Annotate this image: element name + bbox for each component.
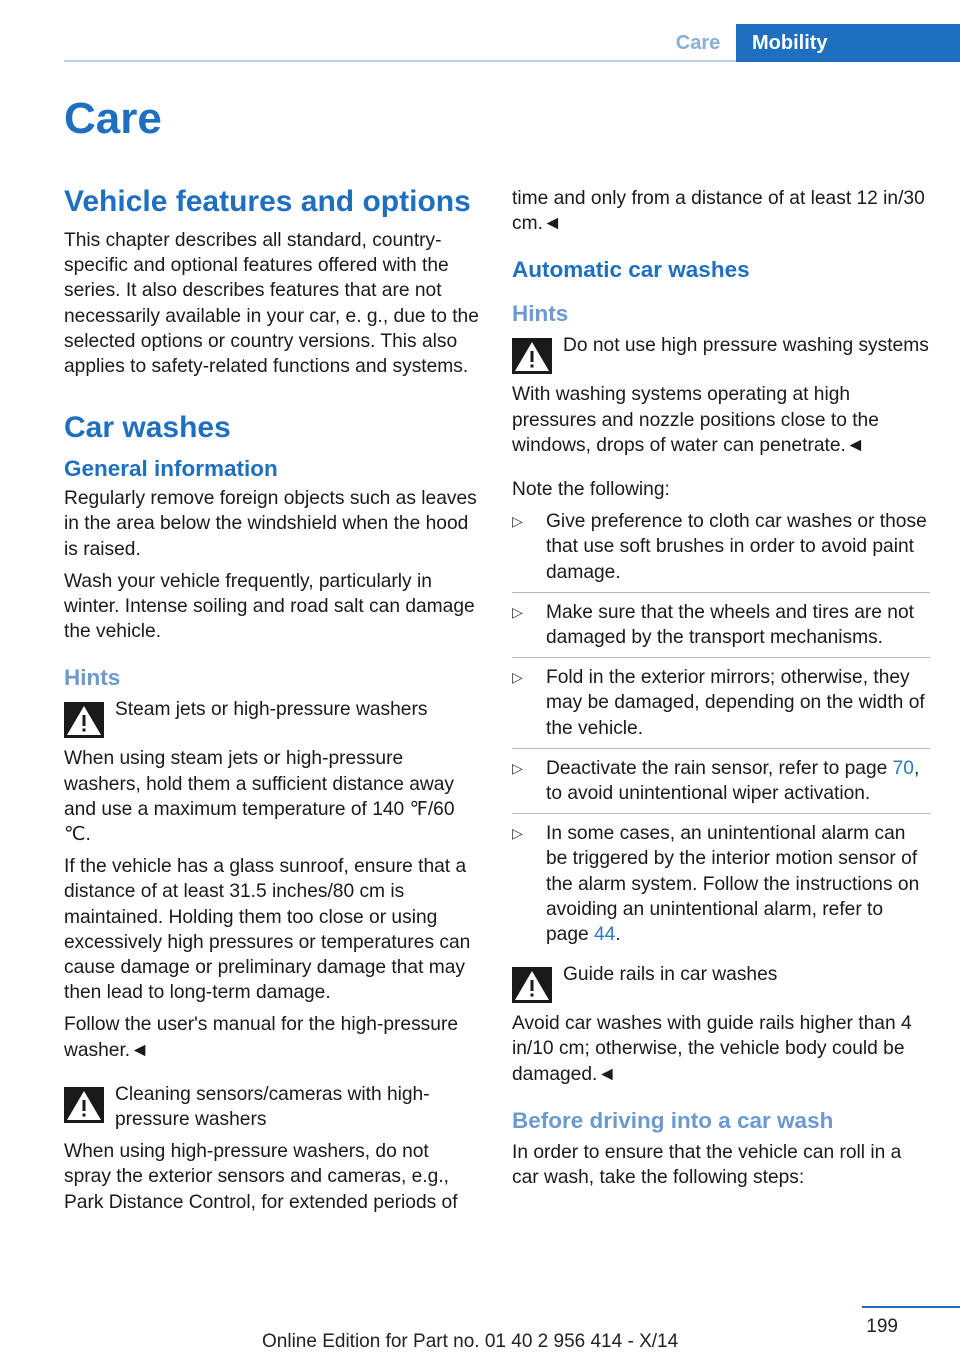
header-care-tab[interactable]: Care (675, 32, 721, 54)
warning-steam-paragraph-1: When using steam jets or high-pressure washers, hold them a sufficient distance away and use a maximum temperature of 140 ℉/60 ℃. (64, 748, 455, 846)
triangle-bullet-icon: ▷ (512, 759, 523, 776)
warning-steam-paragraph-2: If the vehicle has a glass sunroof, ensure that a distance of at least 31.5 inches/80 cm is maintained. Holding them too close or using excessively high pressures or temperatures can cause damage or preliminary damage that may then lead to long-term damage. (64, 856, 471, 1004)
vehicle-features-text: This chapter describes all standard, country-specific and optional features offered with the series. It also describes features that are not necessarily available in your car, e. g., due to the selected options or country versions. This also applies to safety-related functions and systems. (64, 230, 479, 378)
right-column (512, 186, 930, 1197)
note-list (512, 509, 930, 954)
warning-title-steam-jets: Steam jets or high-pressure washers (115, 699, 428, 721)
heading-automatic-car-washes: Automatic car washes (512, 257, 750, 283)
triangle-bullet-icon: ▷ (512, 825, 523, 842)
list-item: ▷ Fold in the exterior mirrors; otherwise, they may be damaged, depending on the width of the vehicle. (512, 665, 930, 749)
list-item: ▷ Make sure that the wheels and tires are not damaged by the transport mechanisms. (512, 600, 930, 658)
warning-block-guide-rails (512, 962, 930, 1004)
warning-guide-rails-paragraph: Avoid car washes with guide rails higher than 4 in/10 cm; otherwise, the vehicle body could be damaged.◄ (512, 1013, 912, 1085)
heading-general-information: General information (64, 456, 278, 482)
warning-sensors-paragraph-1: When using high-pressure washers, do not spray the exterior sensors and cameras, e.g., Park Distance Control, for extended periods of (64, 1141, 458, 1213)
heading-hints-right: Hints (512, 301, 569, 327)
page-link-44[interactable]: 44 (594, 924, 616, 946)
triangle-bullet-icon: ▷ (512, 669, 523, 686)
left-column (64, 182, 480, 1222)
warning-triangle-icon (64, 1087, 104, 1123)
warning-triangle-icon (512, 967, 552, 1003)
warning-title-guide-rails: Guide rails in car washes (563, 964, 778, 986)
heading-vehicle-features: Vehicle features and options (64, 185, 471, 218)
general-info-paragraph-2: Wash your vehicle frequently, particularly in winter. Intense soiling and road salt can damage the vehicle. (64, 570, 475, 643)
list-item: ▷ Give preference to cloth car washes or those that use soft brushes in order to avoid paint damage. (512, 509, 930, 593)
warning-block-sensors (64, 1082, 480, 1132)
before-driving-paragraph: In order to ensure that the vehicle can roll in a car wash, take the following steps: (512, 1141, 902, 1189)
warning-block-steam-jets (64, 697, 480, 739)
warning-steam-paragraph-3: Follow the user's manual for the high-pressure washer.◄ (64, 1014, 458, 1061)
header-mobility-tab[interactable]: Mobility (736, 24, 960, 62)
list-item: ▷ Deactivate the rain sensor, refer to page 70, to avoid unintentional wiper activation. (512, 756, 930, 814)
page-number: 199 (866, 1316, 898, 1337)
heading-before-driving: Before driving into a car wash (512, 1107, 834, 1133)
heading-car-washes: Car washes (64, 411, 231, 445)
warning-title-sensors: Cleaning sensors/cameras with high-pressure washers (115, 1083, 430, 1131)
triangle-bullet-icon: ▷ (512, 603, 523, 620)
triangle-bullet-icon: ▷ (512, 513, 523, 530)
footer-rule (862, 1306, 960, 1308)
warning-triangle-icon (512, 338, 552, 374)
continued-paragraph: time and only from a distance of at least 12 in/30 cm.◄ (512, 188, 925, 235)
general-info-paragraph-1: Regularly remove foreign objects such as leaves in the area below the windshield when the hood is raised. (64, 488, 477, 560)
warning-high-pressure-paragraph: With washing systems operating at high pressures and nozzle positions close to the windows, drops of water can penetrate.◄ (512, 384, 879, 456)
chapter-title: Care (64, 94, 162, 143)
footer-edition: Online Edition for Part no. 01 40 2 956 414 - X/14 (262, 1331, 679, 1352)
list-item: ▷ In some cases, an unintentional alarm can be triggered by the interior motion sensor of the alarm system. Follow the instructions on avoiding an unintentional alarm, refer to page 44. (512, 823, 920, 946)
heading-hints-left: Hints (64, 665, 121, 691)
note-intro: Note the following: (512, 479, 670, 501)
page-link-70[interactable]: 70 (892, 757, 914, 779)
warning-block-high-pressure (512, 333, 930, 375)
warning-title-high-pressure: Do not use high pressure washing systems (563, 335, 929, 357)
warning-triangle-icon (64, 702, 104, 738)
